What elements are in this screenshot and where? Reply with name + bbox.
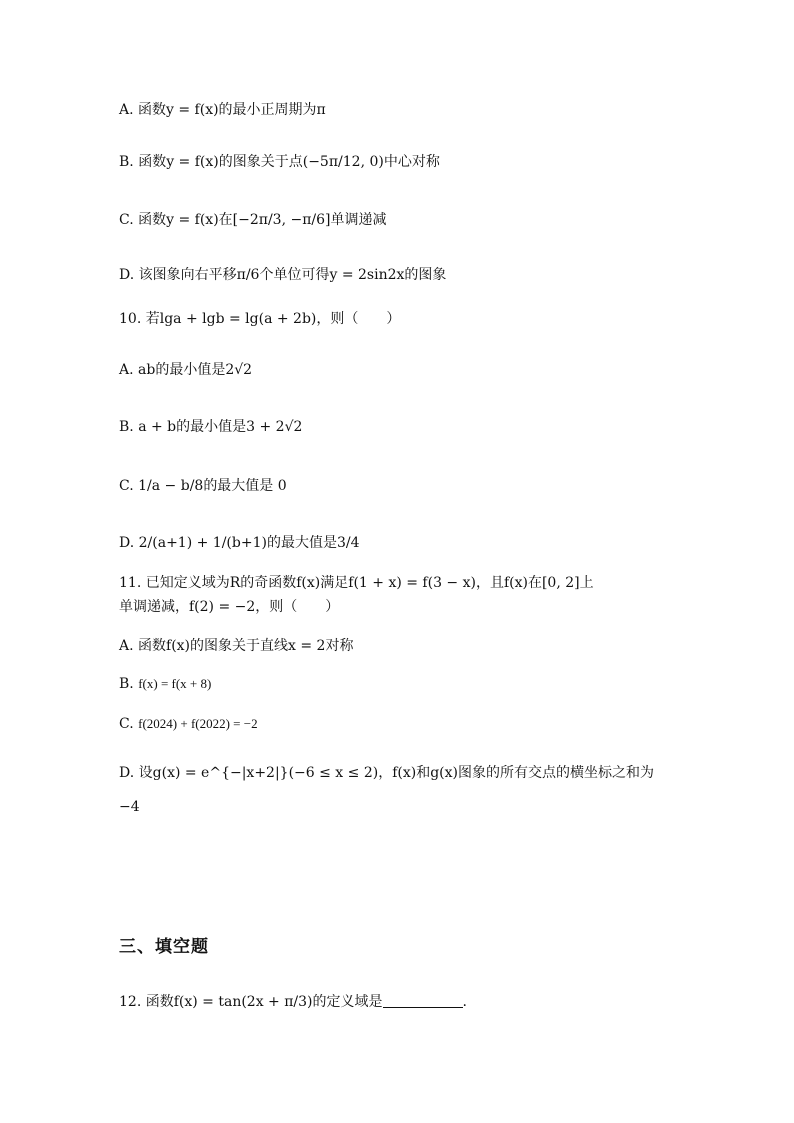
option-text: 函数y = f(x)的图象关于点(−5π/12, 0)中心对称 xyxy=(138,154,440,170)
option-text: 函数y = f(x)的最小正周期为π xyxy=(138,102,326,118)
option-label: A. xyxy=(119,362,134,378)
answer-blank[interactable] xyxy=(383,993,463,1008)
option-text: 函数f(x)的图象关于直线x = 2对称 xyxy=(138,638,354,654)
option-label: C. xyxy=(119,478,134,494)
q9-option-c xyxy=(119,210,387,230)
q12-text: 12. 函数f(x) = tan(2x + π/3)的定义域是 xyxy=(119,994,383,1010)
q10-option-a xyxy=(119,360,252,380)
q11-stem-line1: 11. 已知定义域为R的奇函数f(x)满足f(1 + x) = f(3 − x)，且f(x)在[0, 2]上 xyxy=(119,575,594,591)
option-label: D. xyxy=(119,267,135,283)
option-text: 函数y = f(x)在[−2π/3, −π/6]单调递减 xyxy=(138,212,387,228)
q9-option-b xyxy=(119,152,440,172)
q11-stem-line2: 单调递减，f(2) = −2，则（ ） xyxy=(119,599,340,615)
q12-period: . xyxy=(462,994,467,1010)
q10-option-c xyxy=(119,476,287,496)
option-label: D. xyxy=(119,765,135,781)
option-text: 该图象向右平移π/6个单位可得y = 2sin2x的图象 xyxy=(138,267,447,283)
option-text: a + b的最小值是3 + 2√2 xyxy=(138,419,303,435)
section-title: 三、填空题 xyxy=(119,937,209,957)
option-text: 1/a − b/8的最大值是 0 xyxy=(138,478,287,494)
option-text: 2/(a+1) + 1/(b+1)的最大值是3/4 xyxy=(138,535,360,551)
q11-option-a xyxy=(119,636,353,656)
option-label: C. xyxy=(119,212,134,228)
q10-stem: 10. 若lga + lgb = lg(a + 2b)，则（ ） xyxy=(119,311,401,327)
option-text: f(x) = f(x + 8) xyxy=(138,676,212,691)
option-text: 设g(x) = e^{−|x+2|}(−6 ≤ x ≤ 2)，f(x)和g(x)图象的所有交点的横坐标之和为 xyxy=(138,765,654,781)
option-label: D. xyxy=(119,535,135,551)
q12-stem xyxy=(119,992,467,1012)
q10-option-b xyxy=(119,417,302,437)
option-label: C. xyxy=(119,716,134,732)
option-text: ab的最小值是2√2 xyxy=(138,362,253,378)
q11-option-c xyxy=(119,714,258,734)
option-label: B. xyxy=(119,676,134,692)
q9-option-a xyxy=(119,100,326,120)
option-label: B. xyxy=(119,154,134,170)
option-label: A. xyxy=(119,638,134,654)
option-label: A. xyxy=(119,102,134,118)
option-text: f(2024) + f(2022) = −2 xyxy=(138,716,258,731)
q10-option-d xyxy=(119,533,359,553)
q11-option-b xyxy=(119,674,211,694)
option-label: B. xyxy=(119,419,134,435)
q11-option-d xyxy=(119,763,654,783)
q9-option-d xyxy=(119,265,446,285)
q11-option-d-continuation: −4 xyxy=(119,799,140,815)
